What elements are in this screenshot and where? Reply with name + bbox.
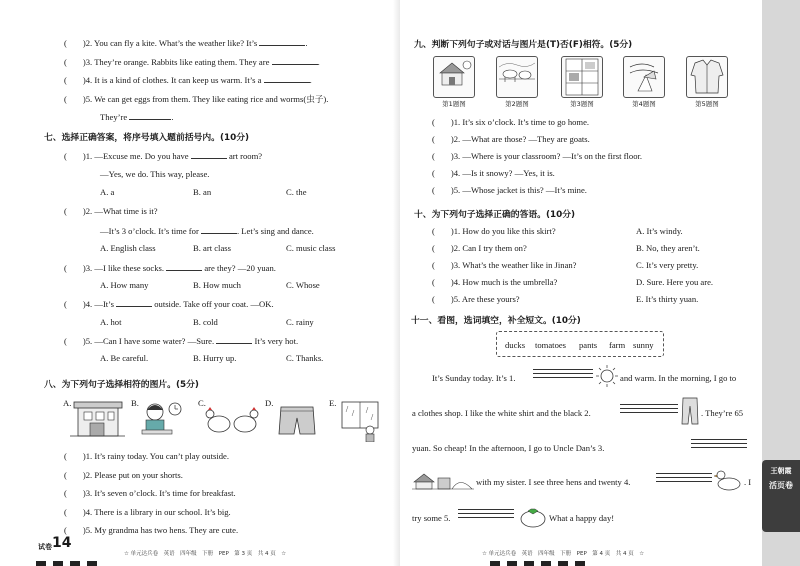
word-bank-item: pants: [579, 340, 598, 350]
left-footer: ☆ 单元达兵卷 英语 四年级 下册 PEP 第 3 页 共 4 页 ☆: [124, 551, 287, 557]
q-top-4: ( )4. It is a kind of clothes. It can keep us warm. It’s a .: [64, 75, 312, 85]
passage-line-5a: try some 5.: [412, 513, 451, 523]
pic-caption-3: 第3题图: [570, 100, 594, 108]
pic-caption-5: 第5题图: [695, 100, 719, 108]
pic-caption-1: 第1题图: [442, 100, 466, 108]
breakfast-picture: [140, 400, 185, 440]
passage-line-1a: It’s Sunday today. It’s 1.: [432, 373, 516, 383]
shorts-picture: [278, 404, 316, 438]
windy-picture: [624, 57, 664, 97]
sec8-q4: ( )4. There is a library in our school. It’s big.: [64, 507, 231, 517]
section-10-title: 十、为下列句子选择正确的答语。(10分): [414, 210, 576, 220]
jacket-picture: [687, 57, 727, 97]
option[interactable]: C. rainy: [286, 317, 314, 327]
passage-line-5b: What a happy day!: [549, 513, 615, 523]
option[interactable]: A. hot: [100, 317, 122, 327]
sidebar-brand: 王朝霞: [770, 467, 792, 475]
farm-icon: [412, 468, 474, 490]
section-9-title: 九、判断下列句子或对话与图片是(T)否(F)相符。(5分): [414, 40, 633, 50]
pic-box-1: [433, 56, 475, 98]
answer-blank[interactable]: [259, 37, 305, 46]
sec8-q3: ( )3. It’s seven o’clock. It’s time for breakfast.: [64, 488, 236, 498]
bottom-ticks: [490, 558, 592, 566]
page-number: 14: [52, 535, 72, 551]
answer-blank-1[interactable]: [533, 366, 593, 378]
answer-option[interactable]: C. It’s very pretty.: [636, 260, 699, 270]
building-floors-picture: [562, 57, 602, 97]
option[interactable]: A. a: [100, 187, 115, 197]
pic-letter-c: C.: [198, 398, 206, 408]
sec9-q1: ( )1. It’s six o’clock. It’s time to go home.: [432, 117, 590, 127]
sec7-q3: ( )3. —I like these socks. are they? —20 yuan.: [64, 263, 276, 273]
option[interactable]: B. How much: [193, 280, 241, 290]
word-bank-item: sunny: [633, 340, 654, 350]
pic-letter-b: B.: [131, 398, 139, 408]
farm-animals-picture: [497, 57, 537, 87]
page-label: 试卷: [38, 543, 52, 551]
answer-option[interactable]: E. It’s thirty yuan.: [636, 294, 699, 304]
word-bank-item: tomatoes: [535, 340, 567, 350]
option[interactable]: B. an: [193, 187, 212, 197]
house-clock-picture: [434, 57, 474, 87]
option[interactable]: C. the: [286, 187, 307, 197]
q-top-2: ( )2. You can fly a kite. What’s the weather like? It’s .: [64, 38, 308, 48]
answer-option[interactable]: A. It’s windy.: [636, 226, 683, 236]
pic-box-3: [561, 56, 603, 98]
sec8-q1: ( )1. It’s rainy today. You can’t play outside.: [64, 451, 229, 461]
section-11-title: 十一、看图，选词填空，补全短文。(10分): [411, 316, 581, 326]
option[interactable]: A. How many: [100, 280, 149, 290]
word-bank-item: ducks: [505, 340, 526, 350]
answer-blank-4[interactable]: [656, 470, 712, 482]
sec10-q4: ( )4. How much is the umbrella?: [432, 277, 558, 287]
sec7-q1: ( )1. —Excuse me. Do you have art room?: [64, 151, 263, 161]
pic-caption-2: 第2题图: [505, 100, 529, 108]
answer-blank[interactable]: [191, 150, 227, 159]
option[interactable]: C. music class: [286, 243, 336, 253]
sec7-q5: ( )5. —Can I have some water? —Sure. It’s very hot.: [64, 336, 299, 346]
answer-blank-3[interactable]: [691, 436, 747, 448]
section-7-title: 七、选择正确答案，将序号填入题前括号内。(10分): [44, 133, 250, 143]
answer-option[interactable]: D. Sure. Here you are.: [636, 277, 714, 287]
option[interactable]: C. Thanks.: [286, 353, 324, 363]
answer-blank[interactable]: [201, 225, 237, 234]
section-8-title: 八、为下列句子选择相符的图片。(5分): [44, 380, 199, 390]
pic-box-2: [496, 56, 538, 98]
library-picture: [70, 400, 125, 440]
option[interactable]: B. cold: [193, 317, 218, 327]
sec10-q2: ( )2. Can I try them on?: [432, 243, 527, 253]
option[interactable]: C. Whose: [286, 280, 320, 290]
answer-option[interactable]: B. No, they aren’t.: [636, 243, 700, 253]
answer-blank-2[interactable]: [620, 401, 678, 413]
hens-picture: [203, 402, 261, 438]
word-bank-item: farm: [609, 340, 626, 350]
sec10-q5: ( )5. Are these yours?: [432, 294, 520, 304]
answer-blank[interactable]: [116, 298, 152, 307]
option[interactable]: B. art class: [193, 243, 231, 253]
answer-blank[interactable]: [166, 262, 202, 271]
pic-box-4: [623, 56, 665, 98]
option[interactable]: A. Be careful.: [100, 353, 149, 363]
pic-letter-a: A.: [63, 398, 72, 408]
answer-blank[interactable]: [264, 74, 310, 83]
answer-blank-5[interactable]: [458, 506, 514, 518]
sidebar-tab[interactable]: [762, 460, 800, 532]
right-page: [400, 0, 800, 566]
answer-blank[interactable]: [216, 335, 252, 344]
sec7-q1-line2: —Yes, we do. This way, please.: [100, 169, 210, 179]
pants-icon: [681, 396, 699, 426]
option[interactable]: B. Hurry up.: [193, 353, 237, 363]
answer-blank[interactable]: [129, 111, 171, 120]
sec9-q3: ( )3. —Where is your classroom? —It’s on the first floor.: [432, 151, 643, 161]
sec8-q2: ( )2. Please put on your shorts.: [64, 470, 183, 480]
sec9-q4: ( )4. —Is it snowy? —Yes, it is.: [432, 168, 555, 178]
pic-caption-4: 第4题图: [632, 100, 656, 108]
pic-box-5: [686, 56, 728, 98]
passage-line-3: yuan. So cheap! In the afternoon, I go to Uncle Dan’s 3.: [412, 443, 605, 453]
answer-blank[interactable]: [272, 56, 318, 65]
passage-line-4a: with my sister. I see three hens and twenty 4.: [476, 477, 631, 487]
duck-icon: [714, 468, 742, 492]
sec7-q2: ( )2. —What time is it?: [64, 206, 158, 216]
option[interactable]: A. English class: [100, 243, 156, 253]
sec10-q1: ( )1. How do you like this skirt?: [432, 226, 556, 236]
passage-line-1b: and warm. In the morning, I go to: [620, 373, 737, 383]
rainy-picture: [340, 400, 380, 442]
sec9-q2: ( )2. —What are those? —They are goats.: [432, 134, 590, 144]
pic-letter-e: E.: [329, 398, 337, 408]
sec7-q4: ( )4. —It’s outside. Take off your coat. —OK.: [64, 299, 274, 309]
q-top-5: ( )5. We can get eggs from them. They like eating rice and worms(虫子).: [64, 94, 329, 104]
pic-letter-d: D.: [265, 398, 274, 408]
right-footer: ☆ 单元达兵卷 英语 四年级 下册 PEP 第 4 页 共 4 页 ☆: [482, 551, 645, 557]
bottom-ticks: [36, 558, 104, 566]
passage-line-2a: a clothes shop. I like the white shirt and the black 2.: [412, 408, 591, 418]
sec9-q5: ( )5. —Whose jacket is this? —It’s mine.: [432, 185, 587, 195]
passage-line-4b: . I: [744, 477, 752, 487]
right-sidebar: [762, 0, 800, 566]
tomato-icon: [518, 505, 548, 529]
sidebar-tab-label: 活页卷: [769, 481, 793, 490]
word-bank: [496, 331, 664, 357]
sec7-q2-line2: —It’s 3 o’clock. It’s time for . Let’s sing and dance.: [100, 226, 314, 236]
sun-icon: [595, 365, 619, 387]
sec10-q3: ( )3. What’s the weather like in Jinan?: [432, 260, 577, 270]
q-top-5-cont: They’re .: [100, 112, 174, 122]
passage-line-2b: . They’re 65: [701, 408, 744, 418]
sec8-q5: ( )5. My grandma has two hens. They are cute.: [64, 525, 239, 535]
q-top-3: ( )3. They’re orange. Rabbits like eating them. They are .: [64, 57, 320, 67]
